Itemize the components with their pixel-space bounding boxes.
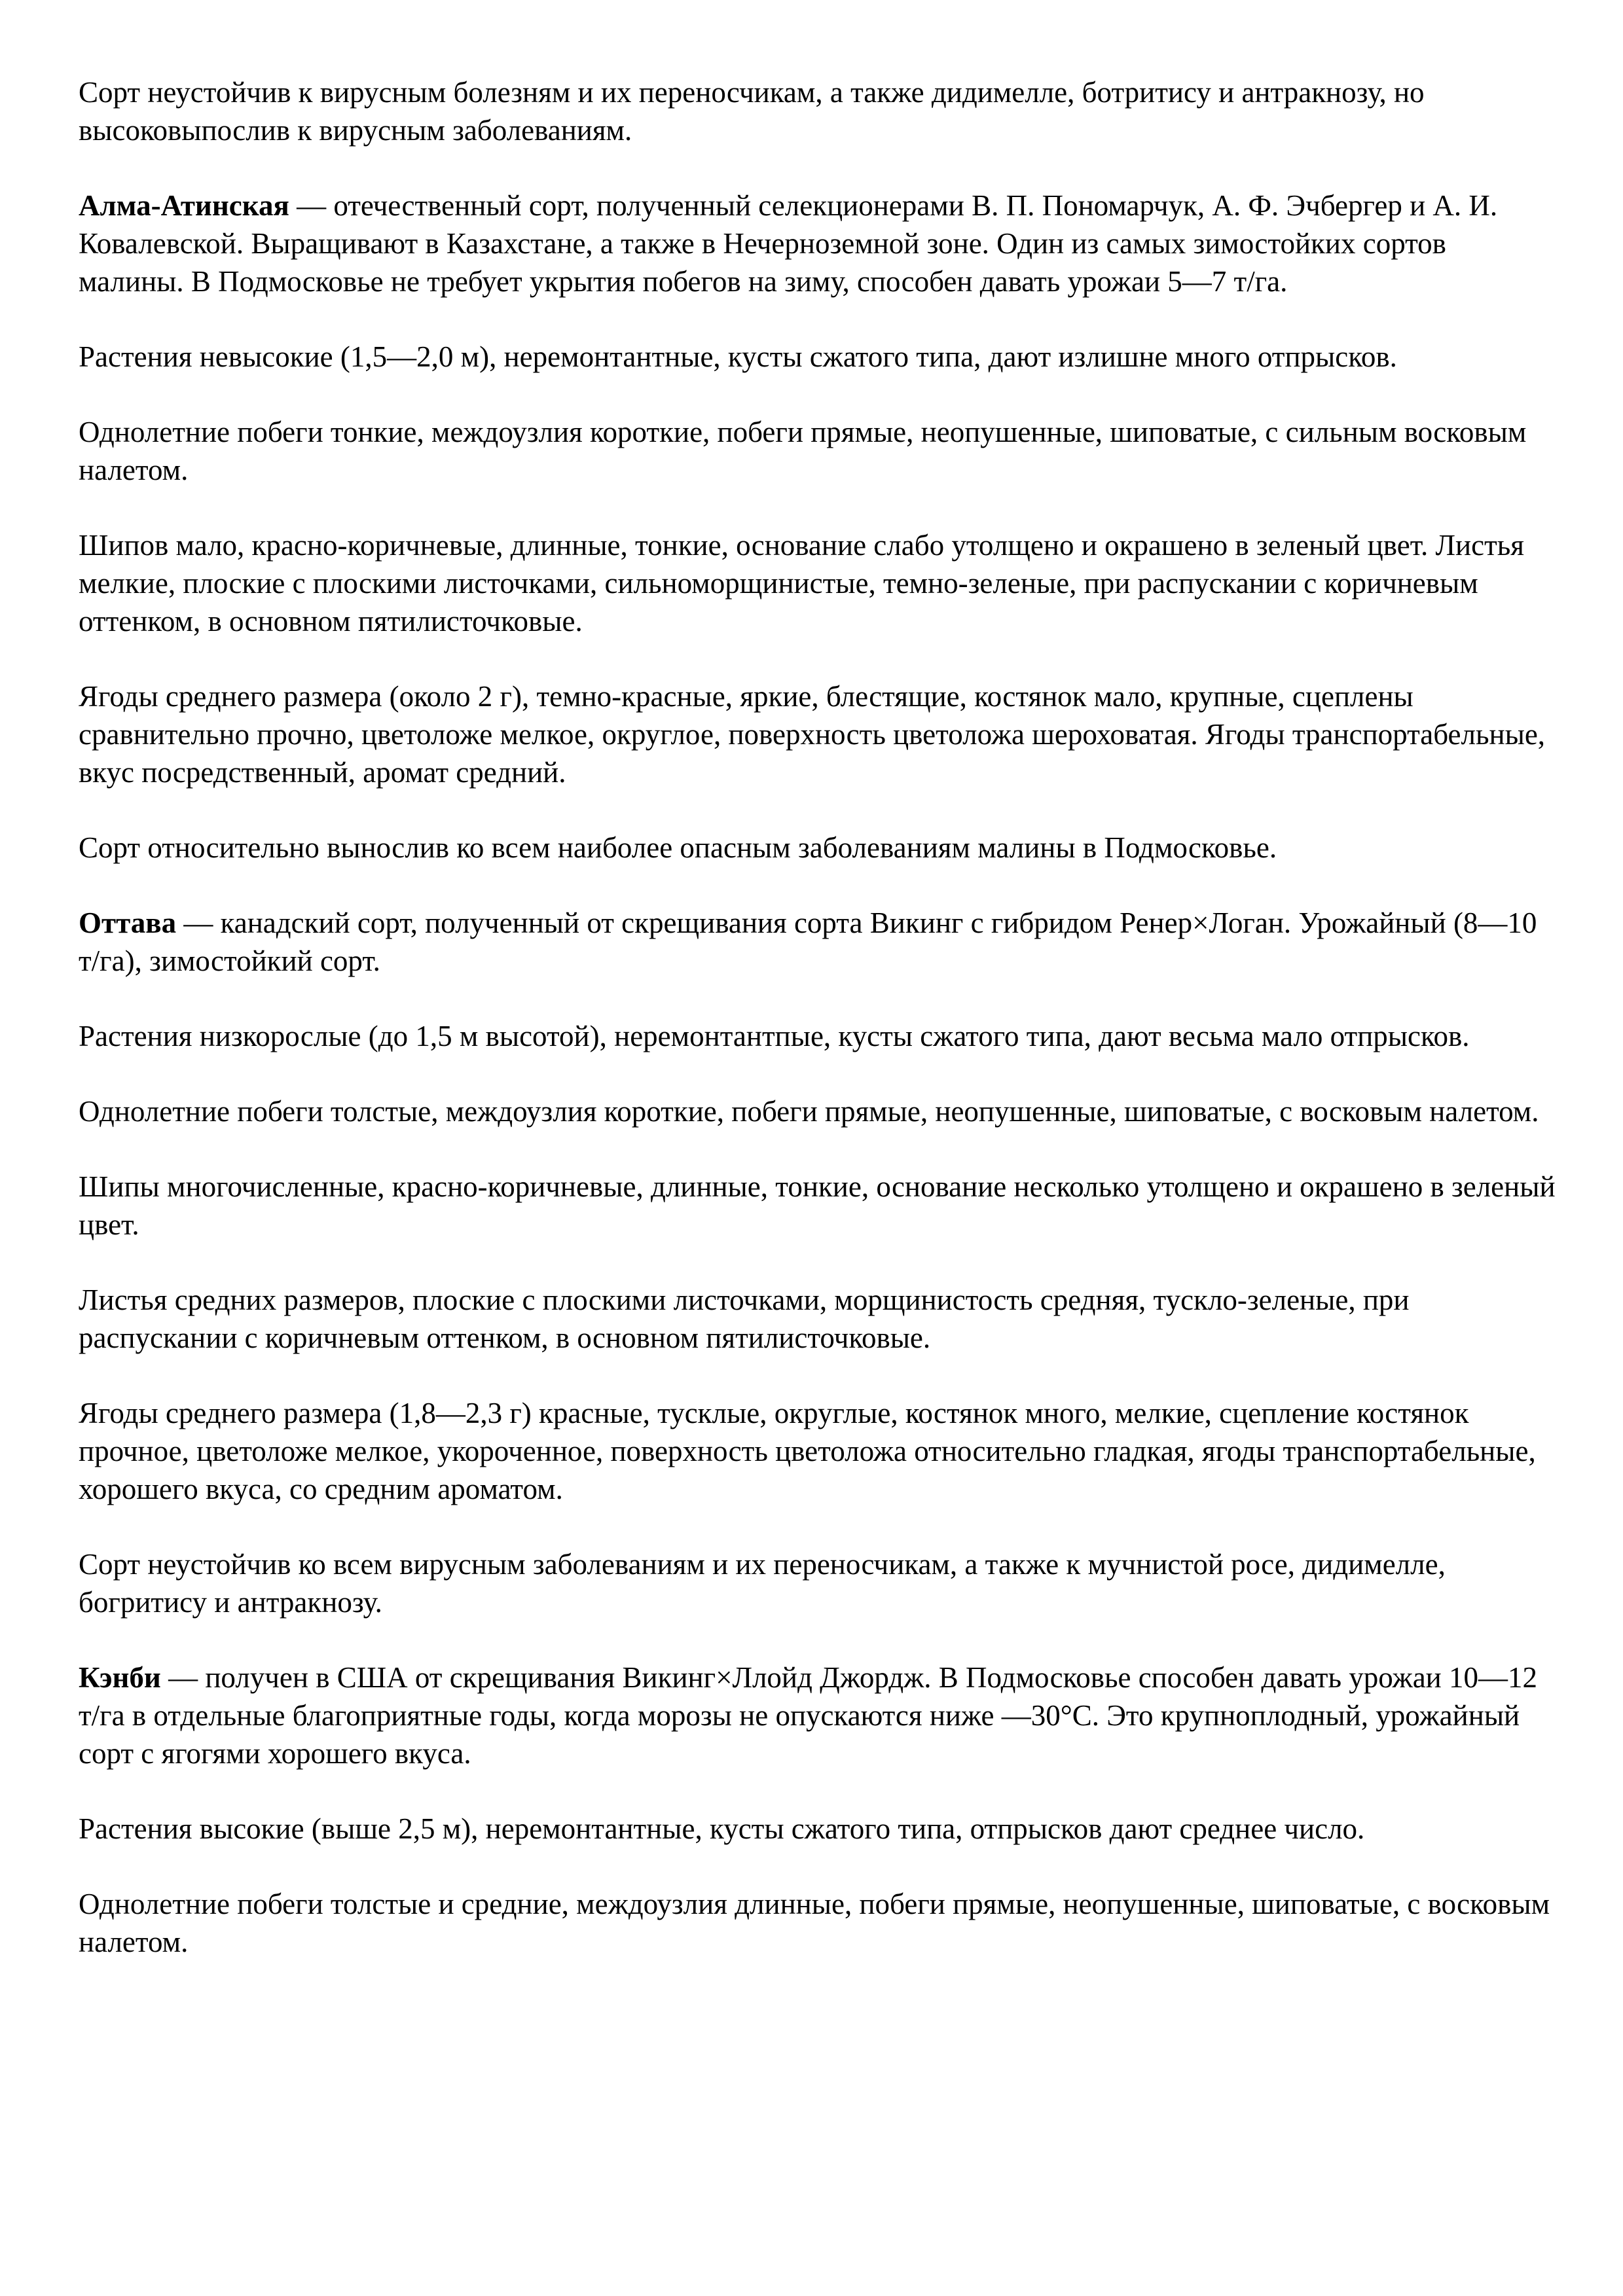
- paragraph-text: Сорт неустойчив ко всем вирусным заболеваниям и их переносчикам, а также к мучнистой росе, дидимелле, богритису и антракнозу.: [79, 1548, 1446, 1619]
- paragraph: [79, 1545, 1558, 1621]
- paragraph: [79, 413, 1558, 489]
- variety-name: Оттава: [79, 906, 177, 939]
- paragraph-text: — получен в США от скрещивания Викинг×Ллойд Джордж. В Подмосковье способен давать урожаи 10—12 т/га в отдельные благоприятные годы, когда морозы не опускаются ниже —30°С. Это крупноплодный, урожайный сорт с ягогями хорошего вкуса.: [79, 1661, 1538, 1770]
- paragraph: [79, 1885, 1558, 1961]
- paragraph: [79, 1092, 1558, 1130]
- paragraph-variety-kenbi: [79, 1659, 1558, 1772]
- paragraph-text: Ягоды среднего размера (1,8—2,3 г) красные, тусклые, округлые, костянок много, мелкие, сцепление костянок прочное, цветоложе мелкое, укороченное, поверхность цветоложа относительно гладкая, ягоды транспортабельные, хорошего вкуса, со средним ароматом.: [79, 1397, 1536, 1505]
- paragraph: [79, 829, 1558, 867]
- paragraph-text: Сорт относительно вынослив ко всем наиболее опасным заболеваниям малины в Подмосковье.: [79, 831, 1277, 864]
- paragraph: [79, 1810, 1558, 1848]
- paragraph-text: Растения высокие (выше 2,5 м), неремонтантные, кусты сжатого типа, отпрысков дают среднее число.: [79, 1812, 1365, 1845]
- paragraph-text: — отечественный сорт, полученный селекционерами В. П. Пономарчук, А. Ф. Эчбергер и А. И. Ковалевской. Выращивают в Казахстане, а также в Нечерноземной зоне. Один из самых зимостойких сортов малины. В Подмосковье не требует укрытия побегов на зиму, способен давать урожаи 5—7 т/га.: [79, 189, 1498, 298]
- paragraph-text: Растения низкорослые (до 1,5 м высотой), неремонтантпые, кусты сжатого типа, дают весьма мало отпрысков.: [79, 1020, 1470, 1052]
- document-page: [79, 73, 1558, 1998]
- paragraph-text: Шипы многочисленные, красно-коричневые, длинные, тонкие, основание несколько утолщено и окрашено в зеленый цвет.: [79, 1170, 1556, 1241]
- paragraph: [79, 1168, 1558, 1244]
- variety-name: Алма-Атинская: [79, 189, 289, 222]
- paragraph: [79, 1017, 1558, 1055]
- paragraph: [79, 677, 1558, 791]
- paragraph-text: Растения невысокие (1,5—2,0 м), неремонтантные, кусты сжатого типа, дают излишне много отпрысков.: [79, 340, 1397, 373]
- paragraph-text: Ягоды среднего размера (около 2 г), темно-красные, яркие, блестящие, костянок мало, крупные, сцеплены сравнительно прочно, цветоложе мелкое, округлое, поверхность цветоложа шероховатая. Ягоды транспортабельные, вкус посредственный, аромат средний.: [79, 680, 1546, 789]
- paragraph: [79, 73, 1558, 149]
- paragraph-text: Однолетние побеги тонкие, междоузлия короткие, побеги прямые, неопушенные, шиповатые, с сильным восковым налетом.: [79, 416, 1527, 486]
- paragraph-text: Листья средних размеров, плоские с плоскими листочками, морщинистость средняя, тускло-зеленые, при распускании с коричневым оттенком, в основном пятилисточковые.: [79, 1283, 1410, 1354]
- paragraph: [79, 1394, 1558, 1508]
- paragraph-text: Однолетние побеги толстые, междоузлия короткие, побеги прямые, неопушенные, шиповатые, с восковым налетом.: [79, 1095, 1539, 1128]
- paragraph-variety-alma-atinskaya: [79, 187, 1558, 300]
- variety-name: Кэнби: [79, 1661, 161, 1694]
- paragraph: [79, 338, 1558, 376]
- paragraph-text: Шипов мало, красно-коричневые, длинные, тонкие, основание слабо утолщено и окрашено в зеленый цвет. Листья мелкие, плоские с плоскими листочками, сильноморщинистые, темно-зеленые, при распускании с коричневым оттенком, в основном пятилисточковые.: [79, 529, 1524, 637]
- paragraph-text: Сорт неустойчив к вирусным болезням и их переносчикам, а также дидимелле, ботритису и антракнозу, но высоковыпослив к вирусным заболеваниям.: [79, 76, 1425, 147]
- paragraph: [79, 1281, 1558, 1357]
- paragraph: [79, 526, 1558, 640]
- paragraph-text: Однолетние побеги толстые и средние, междоузлия длинные, побеги прямые, неопушенные, шиповатые, с восковым налетом.: [79, 1888, 1550, 1958]
- paragraph-text: — канадский сорт, полученный от скрещивания сорта Викинг с гибридом Ренер×Логан. Урожайный (8—10 т/га), зимостойкий сорт.: [79, 906, 1537, 977]
- paragraph-variety-ottava: [79, 904, 1558, 980]
